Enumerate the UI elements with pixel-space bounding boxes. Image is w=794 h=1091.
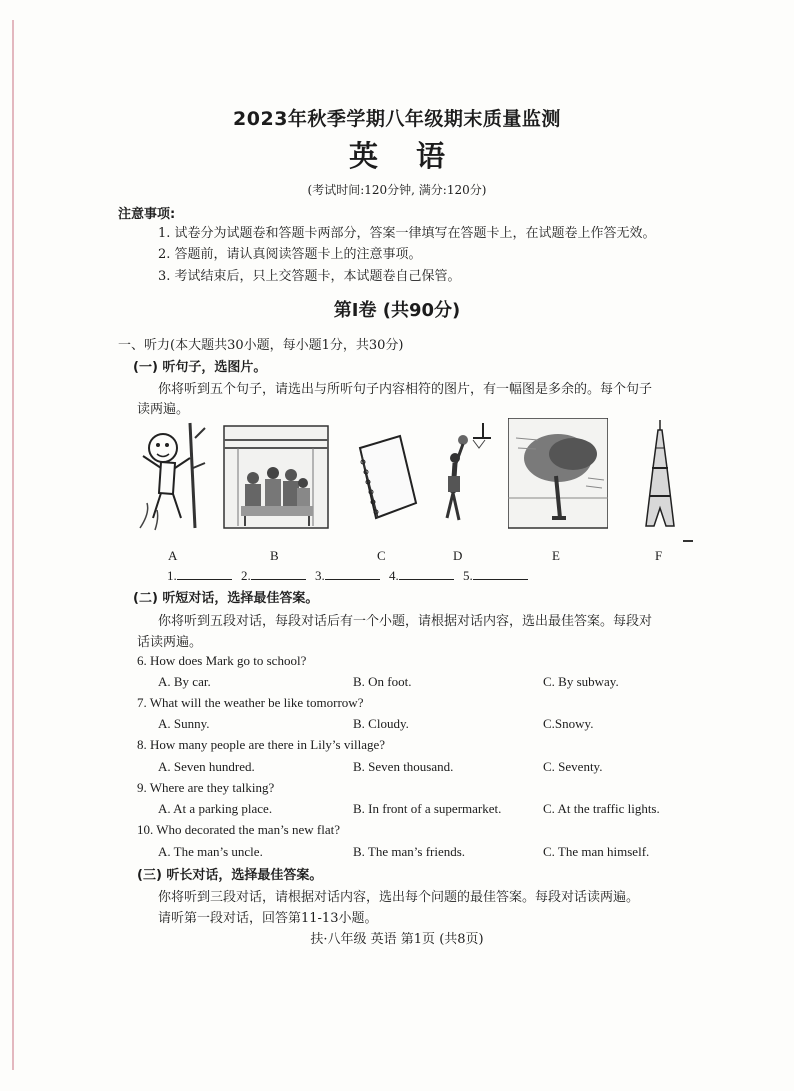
notebook-icon — [348, 418, 418, 533]
listening-section-heading: 一、听力(本大题共30小题，每小题1分，共30分) — [118, 338, 404, 353]
question-8: 8. How many people are there in Lily’s village? — [137, 737, 386, 752]
question-9: 9. Where are they talking? — [137, 780, 275, 795]
sub2-instruction-line2: 话读两遍。 — [137, 635, 203, 650]
question-9-option-b[interactable]: B. In front of a supermarket. — [353, 801, 502, 816]
family-dinner-icon — [223, 418, 329, 533]
picture-letter-d: D — [453, 548, 463, 563]
blank-label-4: 4. — [389, 568, 399, 583]
sub3-instruction-line2: 请听第一段对话，回答第11-13小题。 — [158, 911, 378, 926]
page-footer: 扶·八年级 英语 第1页 (共8页) — [310, 932, 484, 947]
sub3-heading: (三) 听长对话，选择最佳答案。 — [137, 868, 323, 883]
eiffel-tower-icon — [640, 418, 680, 533]
question-10-option-a[interactable]: A. The man’s uncle. — [158, 844, 263, 859]
question-8-option-a[interactable]: A. Seven hundred. — [158, 759, 255, 774]
answer-blank-5[interactable] — [473, 567, 528, 580]
notes-heading: 注意事项: — [118, 207, 176, 222]
answer-blanks — [167, 567, 534, 584]
question-7-option-c[interactable]: C.Snowy. — [543, 716, 594, 731]
sub1-instruction-line1: 你将听到五个句子，请选出与所听句子内容相符的图片，有一幅图是多余的。每个句子 — [158, 382, 653, 397]
question-8-option-c[interactable]: C. Seventy. — [543, 759, 603, 774]
picture-row — [135, 418, 680, 543]
exam-title: 2023年秋季学期八年级期末质量监测 — [233, 108, 561, 130]
note-item-3: 3. 考试结束后，只上交答题卡，本试题卷自己保管。 — [158, 269, 461, 284]
monkey-icon — [135, 418, 207, 533]
scan-edge-line — [12, 20, 14, 1070]
question-7-option-b[interactable]: B. Cloudy. — [353, 716, 409, 731]
question-8-option-b[interactable]: B. Seven thousand. — [353, 759, 454, 774]
basketball-player-icon — [433, 418, 493, 533]
picture-letter-f: F — [655, 548, 663, 563]
part-title: 第Ⅰ卷 (共90分) — [333, 300, 461, 321]
question-7-option-a[interactable]: A. Sunny. — [158, 716, 210, 731]
blank-label-5: 5. — [463, 568, 473, 583]
question-6-option-c[interactable]: C. By subway. — [543, 674, 619, 689]
note-item-2: 2. 答题前，请认真阅读答题卡上的注意事项。 — [158, 247, 422, 262]
scan-margin-mark — [683, 540, 693, 542]
blank-label-3: 3. — [315, 568, 325, 583]
question-9-option-a[interactable]: A. At a parking place. — [158, 801, 273, 816]
sub1-heading: (一) 听句子，选图片。 — [133, 360, 267, 375]
question-7: 7. What will the weather be like tomorrow? — [137, 695, 364, 710]
windy-tree-icon — [508, 418, 608, 533]
answer-blank-2[interactable] — [251, 567, 306, 580]
question-6-option-b[interactable]: B. On foot. — [353, 674, 412, 689]
blank-label-1: 1. — [167, 568, 177, 583]
question-6-option-a[interactable]: A. By car. — [158, 674, 211, 689]
picture-letter-a: A — [168, 548, 178, 563]
question-10-option-c[interactable]: C. The man himself. — [543, 844, 650, 859]
question-10: 10. Who decorated the man’s new flat? — [137, 822, 340, 837]
answer-blank-3[interactable] — [325, 567, 380, 580]
picture-letter-b: B — [270, 548, 279, 563]
blank-label-2: 2. — [241, 568, 251, 583]
subject-title: 英语 — [348, 139, 483, 173]
sub2-instruction-line1: 你将听到五段对话，每段对话后有一个小题，请根据对话内容，选出最佳答案。每段对 — [158, 614, 653, 629]
question-10-option-b[interactable]: B. The man’s friends. — [353, 844, 466, 859]
question-6: 6. How does Mark go to school? — [137, 653, 307, 668]
picture-letter-c: C — [377, 548, 386, 563]
answer-blank-1[interactable] — [177, 567, 232, 580]
note-item-1: 1. 试卷分为试题卷和答题卡两部分，答案一律填写在答题卡上，在试题卷上作答无效。 — [158, 226, 656, 241]
sub1-instruction-line2: 读两遍。 — [137, 402, 190, 417]
sub3-instruction-line1: 你将听到三段对话，请根据对话内容，选出每个问题的最佳答案。每段对话读两遍。 — [158, 890, 640, 905]
picture-letter-e: E — [552, 548, 560, 563]
sub2-heading: (二) 听短对话，选择最佳答案。 — [133, 591, 319, 606]
question-9-option-c[interactable]: C. At the traffic lights. — [543, 801, 660, 816]
answer-blank-4[interactable] — [399, 567, 454, 580]
exam-info: (考试时间:120分钟, 满分:120分) — [307, 183, 487, 197]
